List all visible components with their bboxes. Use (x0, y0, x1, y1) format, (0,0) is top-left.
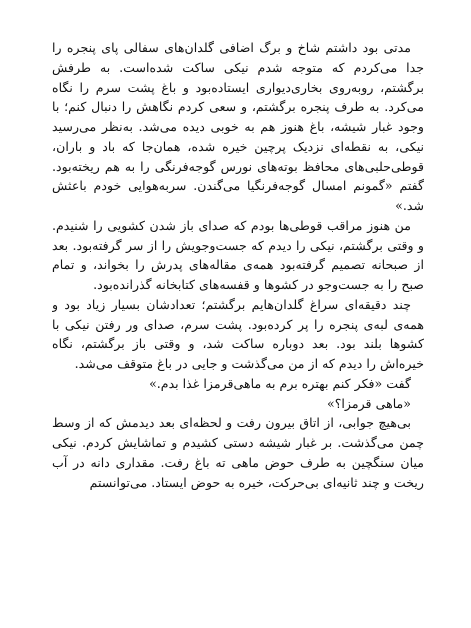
paragraph-1: مدتی بود داشتم شاخ و برگ اضافی گلدان‌های سفالی پای پنجره را جدا می‌کردم که متوجه شدم نیکی ساکت شده‌است. به طرفش برگشتم، روبه‌روی بخاری‌دیواری ایستاده‌بود و باغ پشت سرم را نگاه می‌کرد. به طرف پنجره برگشتم، و سعی کردم نگاهش را دنبال کنم؛ با وجود غبار شیشه، باغ هنوز هم به خوبی دیده می‌شد. به‌نظر می‌رسید نیکی، به نقطه‌ای نزدیک پرچین خیره شده، همان‌جا که باد و باران، قوطی‌حلبی‌های محافظ بوته‌های نورس گوجه‌فرنگی را به هم ریخته‌بود. گفتم «گمونم امسال گوجه‌فرنگیا می‌گندن. سربه‌هوایی خودم باعثش شد.» (52, 40, 424, 213)
book-page (52, 38, 424, 623)
paragraph-5-dialogue: «ماهی قرمزا؟» (327, 395, 411, 411)
paragraph-6: بی‌هیچ جوابی، از اتاق بیرون رفت و لحظه‌ای بعد دیدمش که از وسط چمن می‌گذشت. بر غبار شیشه دستی کشیدم و تماشایش کردم. نیکی میان سنگچین به طرف حوض ماهی ته باغ رفت. مقداری دانه در آب ریخت و چند ثانیه‌ای بی‌حرکت، خیره به حوض ایستاد. می‌توانستم (52, 415, 424, 490)
paragraph-2: من هنوز مراقب قوطی‌ها بودم که صدای باز شدن کشویی را شنیدم. و وقتی برگشتم، نیکی را دیدم که جست‌وجویش را از سر گرفته‌بود. بعد از صبحانه تصمیم گرفته‌بود همه‌ی مقاله‌های پدرش را بخواند، و تمام صبح را به جست‌وجو در کشوها و قفسه‌های کتابخانه گذرانده‌بود. (52, 217, 424, 292)
paragraph-3: چند دقیقه‌ای سراغ گلدان‌هایم برگشتم؛ تعدادشان بسیار زیاد بود و همه‌ی لبه‌ی پنجره را پر کرده‌بود. پشت سرم، صدای ور رفتن نیکی با کشوها بلند بود. بعد دوباره ساکت شد، و وقتی باز برگشتم، نگاه خیره‌اش را دیدم که از من می‌گذشت و جایی در باغ متوقف می‌شد. (52, 296, 424, 371)
paragraph-4-dialogue: گفت «فکر کنم بهتره برم به ماهی‌قرمزا غذا بدم.» (149, 375, 411, 391)
